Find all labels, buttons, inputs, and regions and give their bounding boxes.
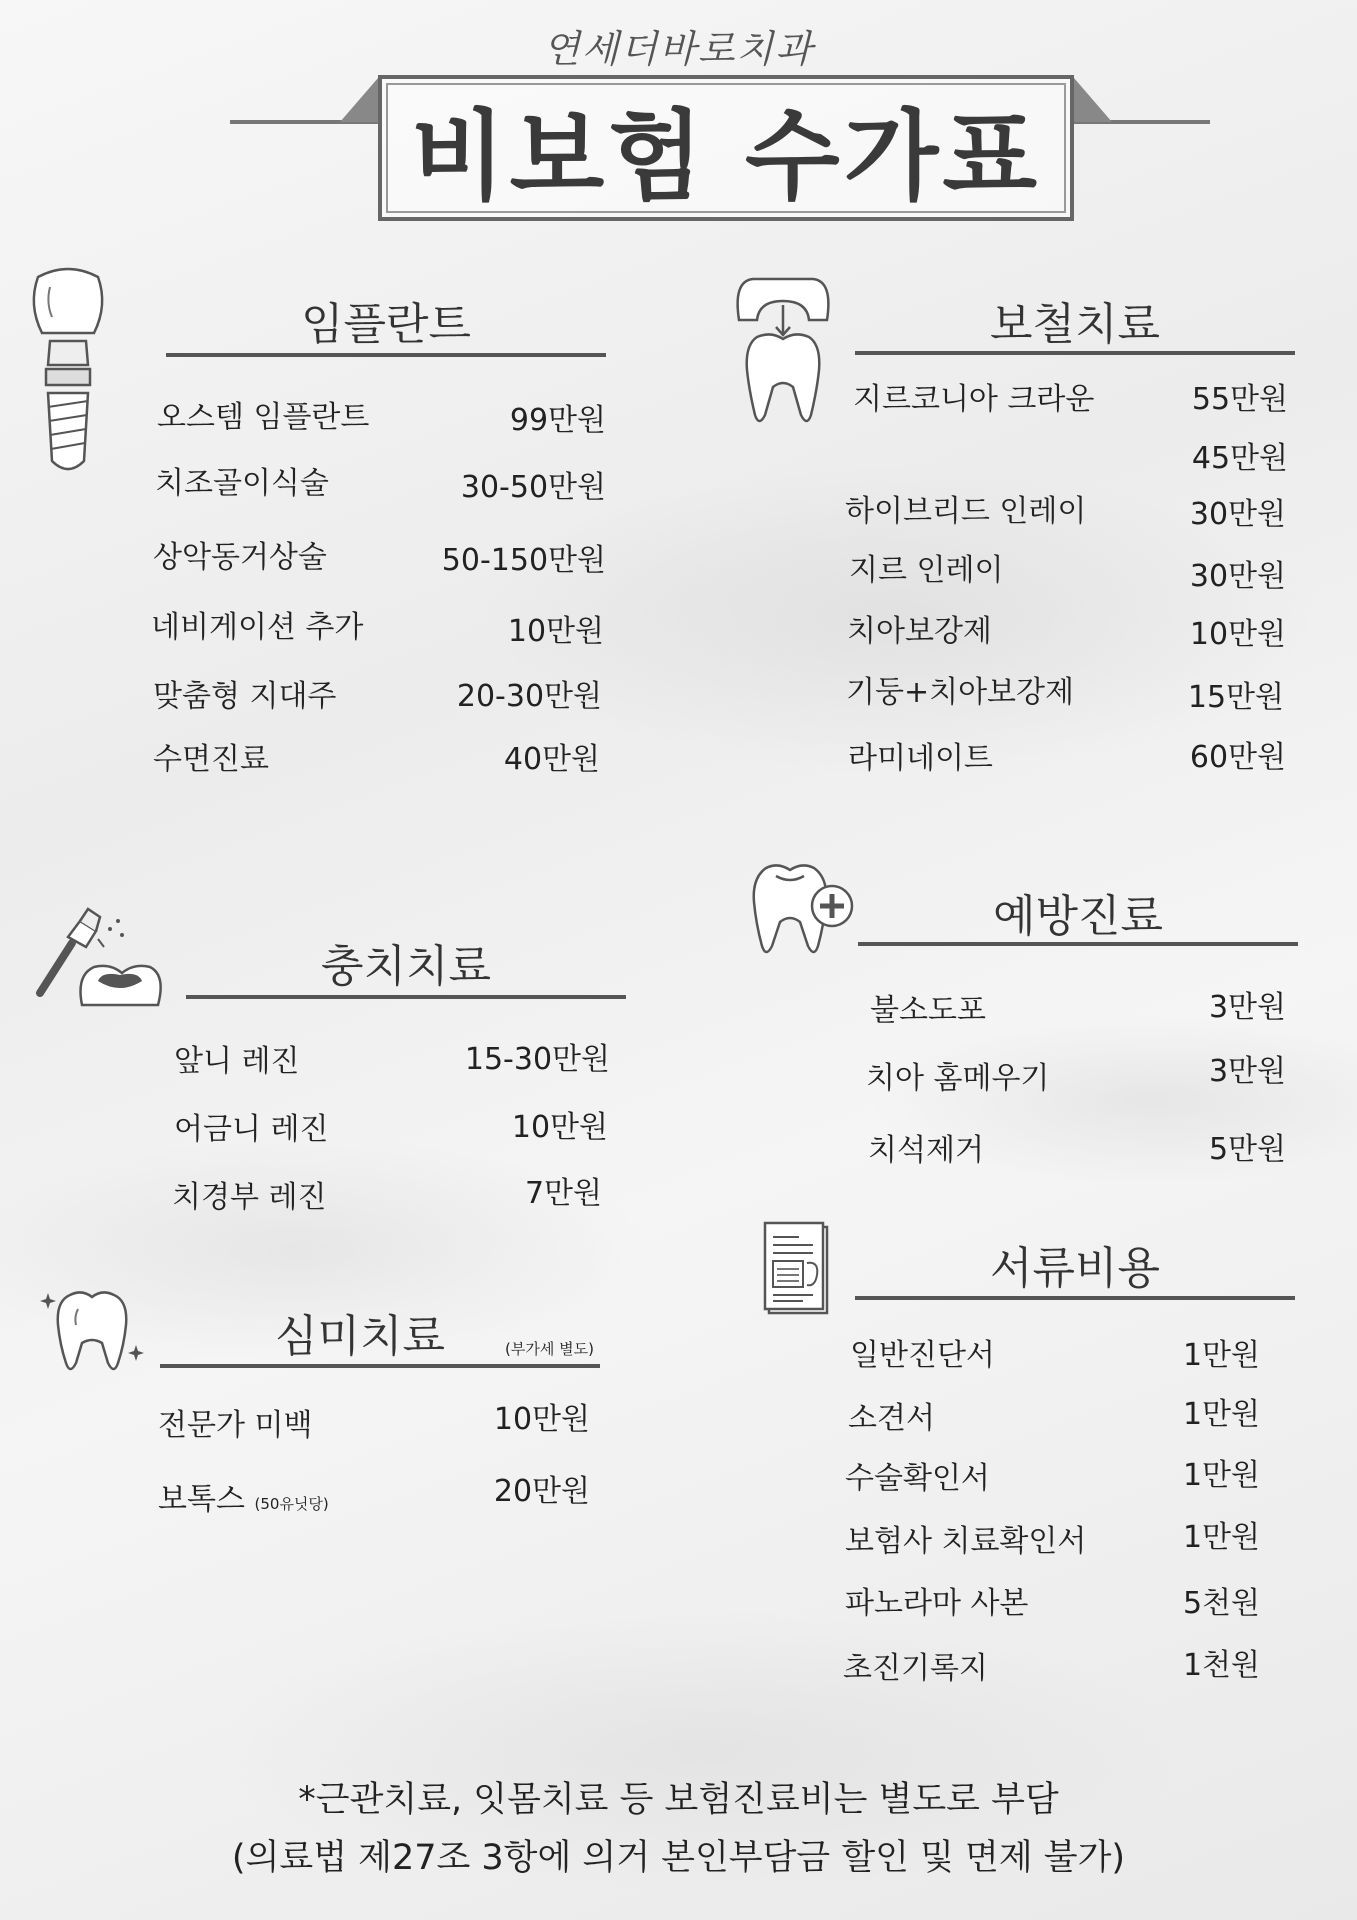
price: 3만원 [1208,1054,1286,1089]
list-item: 앞니 레진 [174,1044,300,1079]
price: 30만원 [1189,559,1286,594]
price: 99만원 [509,403,606,438]
dental-drill-icon [38,895,163,1005]
title-corner-right [1074,78,1112,122]
price: 1만원 [1182,1397,1260,1432]
list-item: 치조골이식술 [155,466,329,501]
list-item: 파노라마 사본 [845,1586,1029,1621]
cavity-title: 충치치료 [320,941,491,992]
sparkle-tooth-icon [40,1285,150,1375]
price: 1만원 [1182,1520,1260,1555]
page-title: 비보험 수가표 [410,99,1042,214]
prosthetic-rule [855,351,1295,355]
list-item: 치아 홈메우기 [866,1061,1050,1096]
title-box [378,75,1074,221]
price: 20-30만원 [456,679,602,714]
price: 40만원 [503,742,600,777]
price: 10만원 [507,614,604,649]
price: 30-50만원 [460,470,606,505]
list-item: 수면진료 [153,742,269,777]
price: 1천원 [1182,1648,1260,1683]
footer-note-2: (의료법 제27조 3항에 의거 본인부담금 할인 및 면제 불가) [231,1838,1126,1878]
item-name: 보톡스 [158,1482,245,1517]
price: 10만원 [493,1402,590,1437]
list-item: 전문가 미백 [158,1408,313,1443]
price: 5천원 [1182,1586,1260,1621]
list-item: 어금니 레진 [174,1112,329,1147]
list-item: 수술확인서 [845,1461,990,1496]
documents-rule [855,1296,1295,1300]
implant-icon [28,265,108,480]
prevention-rule [858,942,1298,946]
price: 50-150만원 [441,543,606,578]
price: 7만원 [524,1176,602,1211]
list-item: 일반진단서 [850,1338,995,1373]
list-item: 지르코니아 크라운 [853,382,1095,417]
price: 20만원 [493,1474,590,1509]
implant-rule [166,353,606,357]
list-item: 치석제거 [868,1133,984,1168]
list-item: 초진기록지 [843,1651,988,1686]
list-item [158,1474,329,1518]
price: 10만원 [511,1110,608,1145]
documents-title: 서류비용 [989,1243,1160,1294]
clinic-brand: 연세더바로치과 [543,27,814,71]
list-item: 네비게이션 추가 [151,610,364,645]
price: 1만원 [1182,1338,1260,1373]
price: 15-30만원 [464,1042,610,1077]
price: 5만원 [1208,1132,1286,1167]
title-corner-left [340,78,378,122]
price: 45만원 [1191,441,1288,476]
implant-title: 임플란트 [300,299,471,350]
vat-note: (부가세 별도) [505,1340,594,1358]
price: 15만원 [1187,680,1284,715]
cosmetic-title: 심미치료 [274,1311,445,1362]
list-item: 치경부 레진 [172,1180,327,1215]
cosmetic-rule [160,1364,600,1368]
price: 30만원 [1189,497,1286,532]
list-item: 상악동거상술 [153,540,327,575]
list-item: 불소도포 [870,993,986,1028]
crown-tooth-icon [733,275,833,430]
price: 55만원 [1191,382,1288,417]
item-unit-note: (50유닛당) [254,1495,329,1513]
list-item: 맞춤형 지대주 [153,679,337,714]
price: 1만원 [1182,1458,1260,1493]
list-item: 기둥+치아보강제 [846,675,1074,710]
price: 10만원 [1189,617,1286,652]
list-item: 하이브리드 인레이 [845,494,1087,529]
list-item: 오스템 임플란트 [157,400,370,435]
list-item: 소견서 [848,1401,935,1436]
list-item: 치아보강제 [847,614,992,649]
footer-note-1: *근관치료, 잇몸치료 등 보험진료비는 별도로 부담 [298,1780,1059,1820]
price: 60만원 [1189,740,1286,775]
document-icon [763,1223,833,1318]
prevention-title: 예방진료 [992,891,1163,942]
list-item: 보험사 치료확인서 [845,1524,1087,1559]
prosthetic-title: 보철치료 [989,299,1160,350]
tooth-plus-icon [752,860,857,960]
list-item: 지르 인레이 [849,553,1004,588]
price: 3만원 [1208,990,1286,1025]
cavity-rule [186,995,626,999]
list-item: 라미네이트 [848,741,993,776]
